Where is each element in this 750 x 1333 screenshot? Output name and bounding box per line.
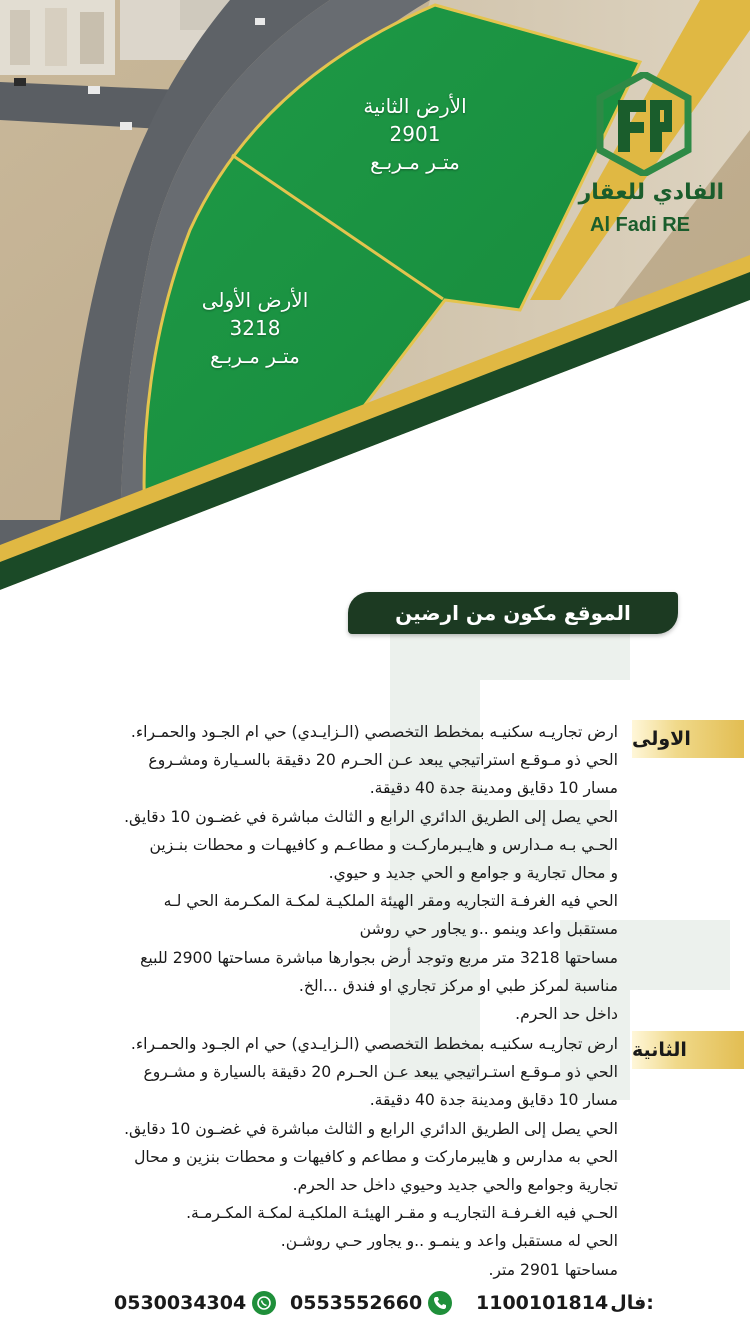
brand-name-en: Al Fadi RE xyxy=(590,214,691,236)
section-two-text xyxy=(18,1030,618,1284)
text-line: مساحتها 2901 متر. xyxy=(488,1260,618,1279)
whatsapp-icon xyxy=(252,1291,276,1315)
land-one-title: الأرض الأولى xyxy=(201,288,309,312)
phone-number[interactable]: 0553552660 xyxy=(290,1292,423,1314)
land-one-area: 3218 xyxy=(229,316,281,340)
contact-bar xyxy=(0,1286,750,1320)
phone-contact[interactable] xyxy=(290,1286,452,1320)
fal-number: 1100101814 xyxy=(476,1292,609,1314)
text-line: مسار 10 دقايق ومدينة جدة 40 دقيقة. xyxy=(369,1091,618,1110)
land-two-label xyxy=(330,92,500,176)
land-two-area: 2901 xyxy=(389,122,441,146)
text-line: تجارية وجوامع والحي جديد وحيوي داخل حد الحرم. xyxy=(292,1176,618,1195)
text-line: مستقبل واعد وينمو ..و يجاور حي روشن xyxy=(359,920,618,939)
land-one-label xyxy=(170,286,340,370)
text-line: مسار 10 دقايق ومدينة جدة 40 دقيقة. xyxy=(369,779,618,798)
section-one-text xyxy=(18,718,618,1028)
text-line: الحي ذو مـوقـع استـراتيجي يبعد عـن الحـرم 20 دقيقة بالسيارة و مشـروع xyxy=(143,1063,618,1082)
phone-icon xyxy=(428,1291,452,1315)
text-line: الحي به مدارس و هايبرماركت و مطاعم و كافيهات و محطات بنزين و محال xyxy=(134,1147,618,1166)
text-line: مناسبة لمركز طبي او مركز تجاري او فندق ...الخ. xyxy=(298,976,618,995)
section-two-tag: الثانية xyxy=(632,1031,744,1069)
text-line: مساحتها 3218 متر مربع وتوجد أرض بجوارها مباشرة مساحتها 2900 للبيع xyxy=(140,948,618,967)
whatsapp-number[interactable]: 0530034304 xyxy=(114,1292,247,1314)
text-line: داخل حد الحرم. xyxy=(515,1005,618,1024)
text-line: الحـي بـه مـدارس و هايـبرماركـت و مطاعـم و كافيهـات و محطات بنـزين xyxy=(149,835,618,854)
text-line: و محال تجارية و جوامع و الحي جديد و حيوي. xyxy=(328,864,618,883)
land-two-unit: متـر مـربـع xyxy=(370,150,460,174)
whatsapp-contact[interactable] xyxy=(114,1286,276,1320)
text-line: الحي له مستقبل واعد و ينمـو ..و يجاور حـي روشـن. xyxy=(280,1232,618,1251)
fal-label: فال: xyxy=(610,1292,654,1314)
fal-license xyxy=(476,1286,654,1320)
text-line: الحي فيه الغرفـة التجاريه ومقر الهيئة الملكيـة لمكـة المكـرمة الحي لـه xyxy=(163,892,618,911)
text-line: الحي يصل إلى الطريق الدائري الرابع و الثالث مباشرة في غضـون 10 دقايق. xyxy=(124,807,618,826)
text-line: الحـي فيه الغـرفـة التجاريـه و مقـر الهيئـة الملكيـة لمكـة المكـرمـة. xyxy=(186,1204,618,1223)
section-one-tag: الاولى xyxy=(632,720,744,758)
text-line: الحي ذو مـوقـع استراتيجي يبعد عـن الحـرم 20 دقيقة بالسـيارة ومشـروع xyxy=(148,751,618,770)
land-two-title: الأرض الثانية xyxy=(363,94,467,118)
brand-logo-icon xyxy=(596,72,692,176)
brand-name-ar: الفادي للعقار xyxy=(578,180,724,205)
text-line: الحي يصل إلى الطريق الدائري الرابع و الثالث مباشرة في غضـون 10 دقايق. xyxy=(124,1119,618,1138)
text-line: ارض تجاريـه سكنيـه بمخطط التخصصي (الـزايـدي) حي ام الجـود والحمـراء. xyxy=(130,723,618,741)
land-one-unit: متـر مـربـع xyxy=(210,344,300,368)
text-line: ارض تجاريـه سكنيـه بمخطط التخصصي (الـزايـدي) حي ام الجـود والحمـراء. xyxy=(130,1035,618,1053)
page-heading: الموقع مكون من ارضين xyxy=(348,592,678,634)
